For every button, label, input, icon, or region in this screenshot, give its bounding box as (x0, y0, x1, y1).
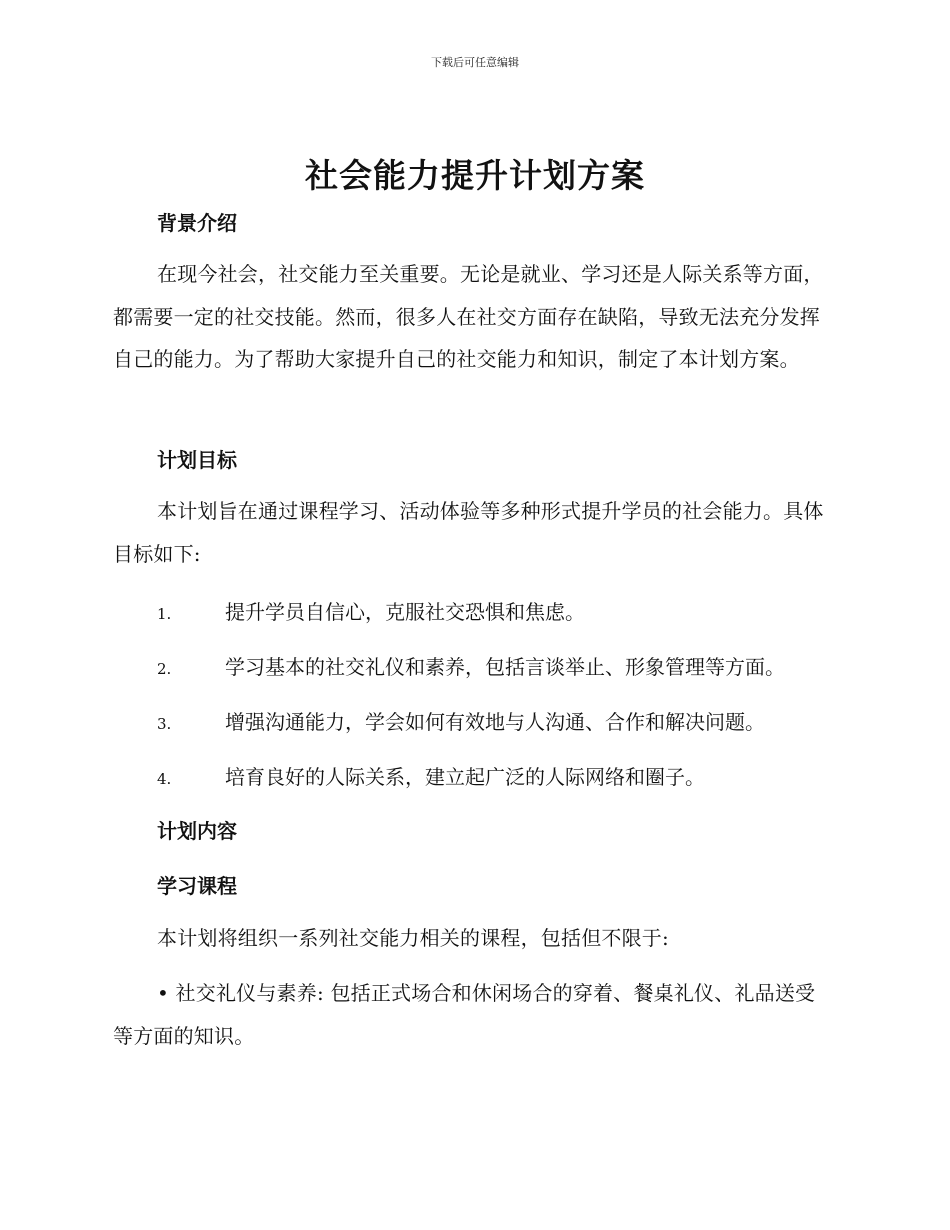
goal-list-item (157, 761, 705, 790)
course-paragraph: 本计划将组织一系列社交能力相关的课程，包括但不限于: (157, 926, 669, 950)
background-heading: 背景介绍 (157, 211, 237, 235)
list-number: 1. (157, 605, 172, 623)
goal-list-item (157, 706, 765, 735)
document-title: 社会能力提升计划方案 (305, 156, 645, 195)
goal-list-item (157, 596, 585, 625)
list-item-text: 学习基本的社交礼仪和素养，包括言谈举止、形象管理等方面。 (225, 655, 785, 679)
course-heading: 学习课程 (157, 874, 237, 898)
list-item-text: 培育良好的人际关系，建立起广泛的人际网络和圈子。 (225, 765, 705, 789)
background-paragraph: 在现今社会，社交能力至关重要。无论是就业、学习还是人际关系等方面，都需要一定的社交技能。然而，很多人在社交方面存在缺陷，导致无法充分发挥自己的能力。为了帮助大家提升自己的社交能力和知识，制定了本计划方案。 (113, 262, 824, 371)
list-number: 4. (157, 770, 172, 788)
header-note: 下载后可任意编辑 (431, 56, 519, 69)
list-item-text: 增强沟通能力，学会如何有效地与人沟通、合作和解决问题。 (225, 710, 765, 734)
goal-heading: 计划目标 (157, 448, 237, 472)
list-number: 2. (157, 660, 172, 678)
course-bullet: • 社交礼仪与素养: 包括正式场合和休闲场合的穿着、餐桌礼仪、礼品送受等方面的知识。 (113, 981, 816, 1048)
list-number: 3. (157, 715, 172, 733)
goal-list-item (157, 651, 785, 680)
content-heading: 计划内容 (157, 819, 237, 843)
list-item-text: 提升学员自信心，克服社交恐惧和焦虑。 (225, 600, 585, 624)
goal-paragraph: 本计划旨在通过课程学习、活动体验等多种形式提升学员的社会能力。具体目标如下: (113, 499, 824, 566)
